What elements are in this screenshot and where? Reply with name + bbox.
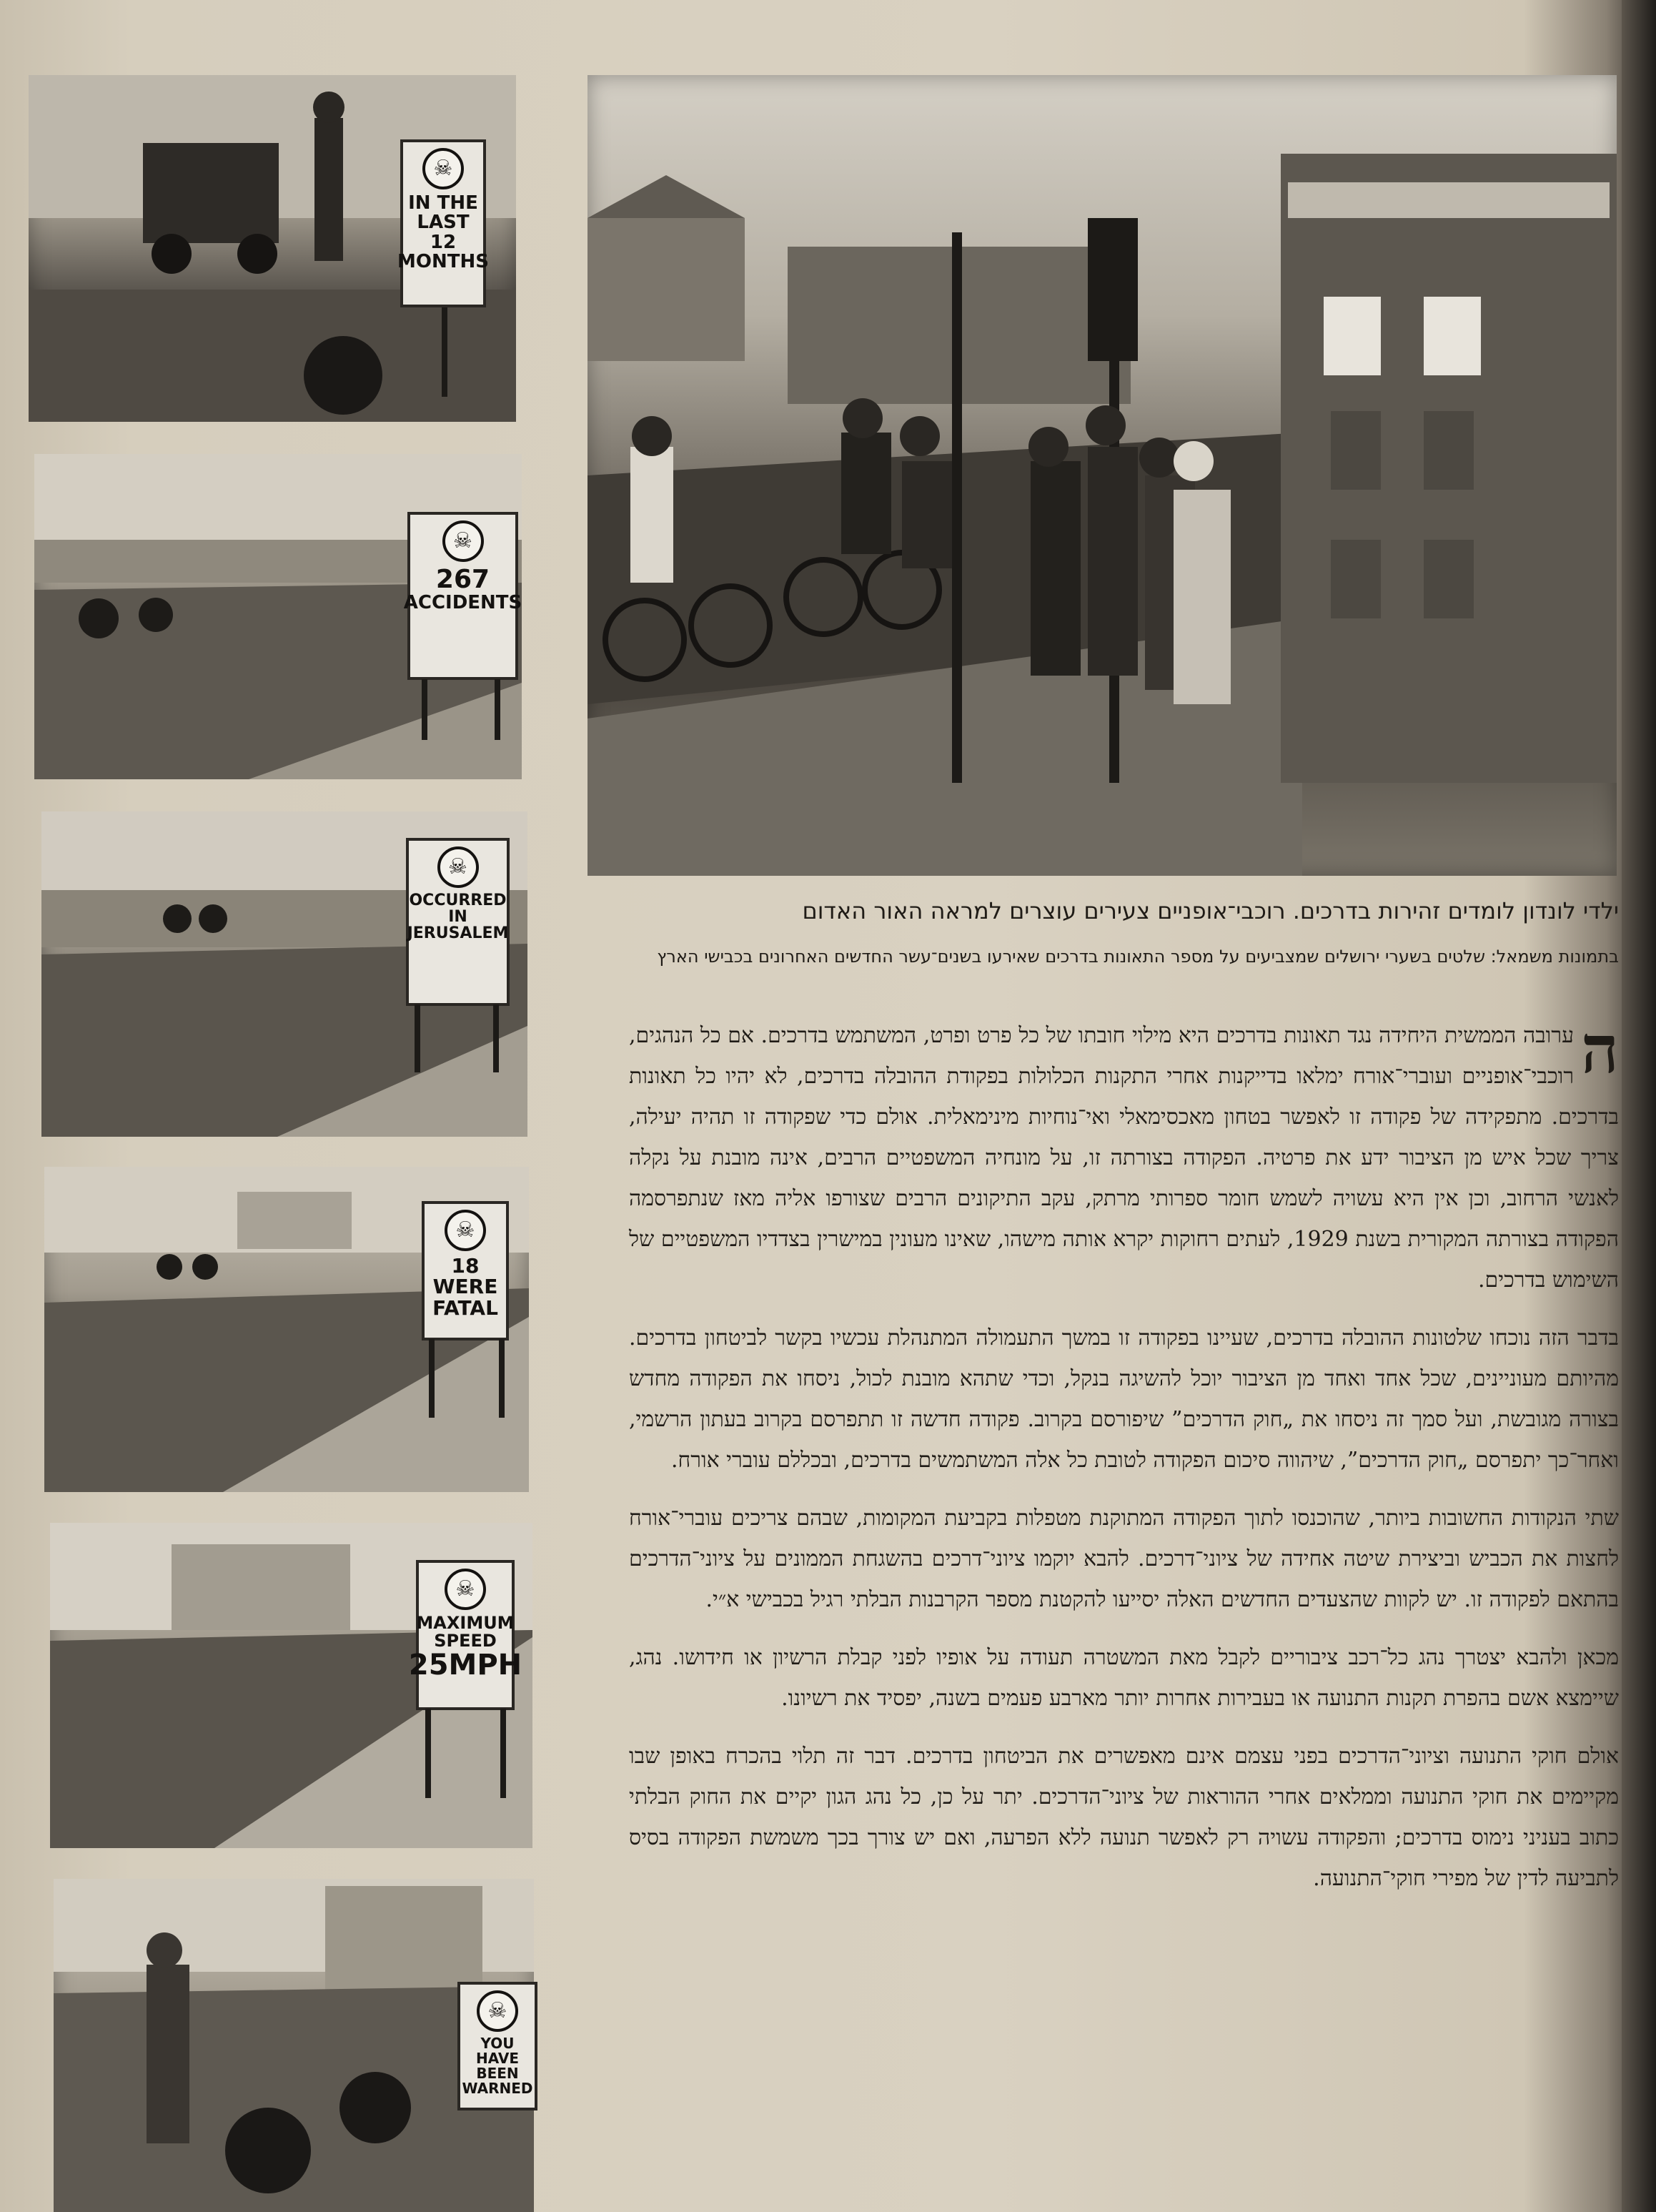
sign-you-have-been-warned <box>457 1982 537 2110</box>
main-photo-caption: ילדי לונדון לומדים זהירות בדרכים. רוכבי־אופניים צעירים עוצרים למראה האור האדום <box>802 897 1619 924</box>
skull-icon: ☠ <box>442 520 484 562</box>
sign-line: ACCIDENTS <box>403 591 522 613</box>
left-photos-caption: בתמונות משמאל: שלטים בשערי ירושלים שמצביעים על מספר התאונות בדרכים שאירעו בשנים־עשר החדשים האחרונים בכבישי הארץ <box>657 947 1619 967</box>
photo-london-children-cyclists <box>587 75 1617 876</box>
sign-post <box>500 1709 506 1798</box>
sign-post <box>493 1004 499 1072</box>
skull-icon: ☠ <box>445 1569 486 1610</box>
sign-line: MAXIMUM <box>416 1613 515 1633</box>
sign-post <box>422 679 427 740</box>
article-body <box>629 1011 1620 1916</box>
sign-line: 267 <box>435 565 490 594</box>
sign-line: 25MPH <box>408 1649 522 1682</box>
sign-post <box>429 1339 435 1418</box>
sign-line: MONTHS <box>397 250 489 272</box>
sign-line: IN <box>448 908 467 927</box>
sign-line: LAST 12 <box>417 212 470 253</box>
sign-line: HAVE BEEN <box>476 2050 519 2082</box>
sign-line: 18 <box>451 1254 480 1278</box>
sign-post <box>499 1339 505 1418</box>
sign-last-12-months <box>397 139 489 307</box>
sign-post <box>425 1709 431 1798</box>
sign-occurred-in-jerusalem <box>406 838 510 1006</box>
sign-line: OCCURRED <box>409 892 507 909</box>
sign-18-were-fatal <box>422 1201 509 1340</box>
sign-line: JERUSALEM <box>407 924 509 943</box>
article-paragraph-4: מכאן ולהבא יצטרך נהג כל־רכב ציבוריים לקבל מאת המשטרה תעודה על אופיו לפני קבלת הרשיון או חידושו. נהג, שיימצא אשם בהפרת תקנות התנועה או בעבירות אחרות יותר מארבע פעמים בשנה, יפסיד את רשיונו. <box>629 1645 1619 1711</box>
skull-icon: ☠ <box>445 1210 486 1251</box>
article-paragraph-2: בדבר הזה נוכחו שלטונות ההובלה בדרכים, שעיינו בפקודה זו במשך התעמולה המתנהלת עכשיו בקשר לביטחון בדרכים. מהיותם מעוניינים, שכל אחד ואחד מן הציבור יוכל להשיגה בנקל, וכדי שתהא מובנת לכול, ניסחו את הפקודה מחדש בצורה מגובשת, ועל סמך זה ניסחו את „חוק הדרכים” שיפורסם בקרוב. פקודה חדשה זו תתפרסם בקרוב בעתון הרשמי, ואחר־כך יתפרסם „חוק הדרכים”, שיהווה סיכום הפקודה לטובת כל אלה המשתמשים בדרכים, ובכללם עוברי אורח. <box>629 1325 1619 1473</box>
skull-icon: ☠ <box>422 148 464 189</box>
sign-267-accidents <box>403 512 522 680</box>
skull-icon: ☠ <box>477 1990 518 2032</box>
article-paragraph-5: אולם חוקי התנועה וציוני־הדרכים בפני עצמם אינם מאפשרים את הביטחון בדרכים. דבר זה תלוי בהכרח באופן שבו מקיימים את חוקי התנועה וממלאים אחרי ההוראות של ציוני־הדרכים. יתר על כן, כל נהג הגון יקיים את החוק הבלתי כתוב בעניני נימוס בדרכים; והפקודה עשויה רק לאפשר תנועה ללא הפרעה, ואם יש צורך בכך משמשת הפקודה בסיס לתביעה לדין של מפירי חוקי־התנועה. <box>629 1744 1619 1891</box>
skull-icon: ☠ <box>437 846 479 888</box>
sign-post <box>415 1004 420 1072</box>
dropcap: ה <box>1581 1011 1619 1088</box>
sign-line: FATAL <box>432 1295 498 1320</box>
article-paragraph-1 <box>629 1011 1620 1300</box>
sign-line: IN THE <box>408 192 478 214</box>
sign-line: SPEED <box>434 1631 497 1651</box>
sign-line: WERE <box>432 1275 498 1299</box>
sign-post <box>442 307 447 397</box>
paragraph-text: ערובה הממשית היחידה נגד תאונות בדרכים היא מילוי חובתו של כל פרט ופרט, המשתמש בדרכים. אם כל הנהגים, רוכבי־אופניים ועוברי־אורח ימלאו בדייקנות אחרי התקנות הכלולות בפקודת ההובלה בדרכים, לא יהיו כל תאונות בדרכים. מתפקידה של פקודה זו לאפשר בטחון מאכסימאלי ואי־נוחיות מינימאלית. אולם כדי שפקודה זו תהיה יעילה, צריך שכל איש מן הציבור ידע את פרטיה. הפקודה בצורתה זו, על מונחיה המשפטיים הרבים, אינה מובנת על נקלה לאנשי הרחוב, וכן אין היא עשויה לשמש חומר ספרותי מרתק, עקב התיקונים הרבים שצורפו אליה מאז שנתפרסמה הפקודה בצורתה המקורית בשנת 1929, לעתים רחוקות יקרא אותה מישהו, שאינו מעונין במישרין בצדדיו המשפטיים של השימוש בדרכים. <box>629 1023 1620 1293</box>
sign-maximum-speed <box>408 1560 522 1710</box>
sign-line: YOU <box>480 2035 515 2052</box>
sign-line: WARNED <box>462 2080 533 2097</box>
article-paragraph-3: שתי הנקודות החשובות ביותר, שהוכנסו לתוך הפקודה המתוקנת מטפלות בקביעת המקומות, שבהם צריכים עוברי־אורח לחצות את הכביש וביצירת שיטה אחידה של ציוני־דרכים. להבא יוקמו ציוני־דרכים בהשגחת הממונים על ציוני־הדרכים בהתאם לפקודה זו. יש לקוות שהצעדים החדשים האלה יסייעו להקטנת מספר הקרבנות הבלתי רגיל בכבישי א״י. <box>629 1506 1619 1612</box>
sign-post <box>495 679 500 740</box>
book-spine <box>1622 0 1656 2212</box>
